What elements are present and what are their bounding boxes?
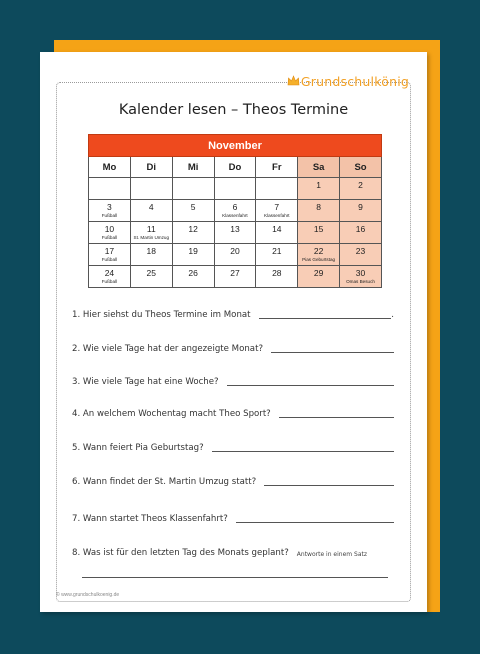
- calendar-day-cell: [89, 244, 131, 266]
- brand-logo: [287, 74, 409, 89]
- question-3: [72, 377, 394, 387]
- calendar-day-cell: [214, 200, 256, 222]
- calendar-day-cell: [130, 178, 172, 200]
- question-text: 1. Hier siehst du Theos Termine im Monat: [72, 310, 251, 320]
- calendar-day-cell: [89, 222, 131, 244]
- calendar-day-cell: [130, 222, 172, 244]
- weekday-header-mo: Mo: [89, 157, 131, 178]
- calendar-month-row: [89, 135, 382, 157]
- calendar-weekday-header: [89, 157, 382, 178]
- day-number: 22: [313, 246, 324, 256]
- weekday-header-sa: Sa: [298, 157, 340, 178]
- calendar-week-row: [89, 244, 382, 266]
- day-number: 19: [188, 246, 198, 256]
- page-title: Kalender lesen – Theos Termine: [118, 102, 349, 118]
- weekday-header-mi: Mi: [172, 157, 214, 178]
- question-1: [72, 310, 394, 320]
- calendar-week-row: [89, 222, 382, 244]
- day-number: 24: [104, 268, 115, 278]
- calendar-month-label: November: [89, 135, 382, 157]
- calendar-week-row: [89, 266, 382, 288]
- day-number: 8: [316, 202, 321, 212]
- day-number: 29: [313, 268, 324, 278]
- answer-line[interactable]: [264, 485, 394, 486]
- question-text: 8. Was ist für den letzten Tag des Monats geplant?: [72, 548, 289, 558]
- calendar-day-cell: [89, 200, 131, 222]
- day-number: 28: [272, 268, 282, 278]
- calendar-day-cell: [214, 178, 256, 200]
- day-event-note: Klassenfahrt: [264, 212, 290, 218]
- day-number: 6: [232, 202, 238, 212]
- worksheet-page: [40, 52, 427, 612]
- day-event-note: Fußball: [101, 256, 118, 262]
- day-number: 16: [355, 224, 366, 234]
- calendar-table: [88, 134, 382, 288]
- calendar-day-cell: [298, 178, 340, 200]
- calendar-body: [89, 178, 382, 288]
- copyright-footer: © www.grundschulkoenig.de: [56, 592, 120, 598]
- weekday-header-so: So: [340, 157, 382, 178]
- calendar-day-cell: [340, 200, 382, 222]
- answer-line[interactable]: [212, 451, 394, 452]
- answer-line[interactable]: [227, 385, 394, 386]
- day-number: 5: [190, 202, 196, 212]
- calendar-day-cell: [298, 222, 340, 244]
- calendar-day-cell: [130, 244, 172, 266]
- day-number: 21: [272, 246, 282, 256]
- answer-line[interactable]: [236, 522, 394, 523]
- day-event-note: Omas Besuch: [346, 278, 375, 284]
- day-number: 11: [146, 224, 156, 234]
- question-2: [72, 344, 394, 354]
- calendar-day-cell: [89, 178, 131, 200]
- question-text: 6. Wann findet der St. Martin Umzug statt?: [72, 477, 257, 487]
- question-7: [72, 514, 394, 524]
- calendar-day-cell: [340, 266, 382, 288]
- question-5: [72, 443, 394, 453]
- day-number: 17: [104, 246, 115, 256]
- day-number: 25: [146, 268, 156, 278]
- crown-icon: [287, 75, 300, 86]
- day-number: 18: [146, 246, 156, 256]
- calendar-day-cell: [298, 266, 340, 288]
- answer-line[interactable]: [259, 318, 392, 319]
- question-4: [72, 409, 394, 419]
- calendar-day-cell: [340, 178, 382, 200]
- answer-line[interactable]: [271, 352, 394, 353]
- day-event-note: St. Martin Umzug: [133, 234, 169, 240]
- calendar-day-cell: [130, 200, 172, 222]
- day-number: 20: [230, 246, 240, 256]
- question-6: [72, 477, 394, 487]
- weekday-header-fr: Fr: [256, 157, 298, 178]
- day-number: 15: [313, 224, 324, 234]
- day-number: 26: [188, 268, 198, 278]
- calendar-day-cell: [298, 200, 340, 222]
- calendar-week-row: [89, 178, 382, 200]
- day-number: 1: [316, 180, 321, 190]
- logo-text: Grundschulkönig: [300, 74, 409, 89]
- calendar-day-cell: [340, 222, 382, 244]
- calendar-day-cell: [256, 244, 298, 266]
- calendar-day-cell: [130, 266, 172, 288]
- day-number: 7: [274, 202, 280, 212]
- question-suffix: .: [391, 310, 394, 320]
- calendar-day-cell: [256, 178, 298, 200]
- calendar-week-row: [89, 200, 382, 222]
- calendar-day-cell: [214, 244, 256, 266]
- calendar-day-cell: [172, 200, 214, 222]
- day-number: 23: [355, 246, 366, 256]
- day-number: 30: [355, 268, 366, 278]
- day-number: 3: [107, 202, 112, 212]
- calendar-day-cell: [172, 178, 214, 200]
- day-number: 13: [230, 224, 240, 234]
- question-text: 4. An welchem Wochentag macht Theo Sport?: [72, 409, 271, 419]
- question-hint: Antworte in einem Satz: [296, 551, 368, 558]
- answer-line[interactable]: [279, 417, 394, 418]
- calendar-day-cell: [256, 222, 298, 244]
- question-8: [72, 548, 394, 558]
- day-number: 2: [358, 180, 363, 190]
- day-number: 4: [148, 202, 154, 212]
- question-text: 2. Wie viele Tage hat der angezeigte Monat?: [72, 344, 263, 354]
- calendar-day-cell: [172, 222, 214, 244]
- weekday-header-di: Di: [130, 157, 172, 178]
- day-event-note: Fußball: [101, 278, 118, 284]
- calendar-day-cell: [172, 266, 214, 288]
- day-number: 14: [272, 224, 282, 234]
- calendar-day-cell: [89, 266, 131, 288]
- day-event-note: Fußball: [101, 212, 118, 218]
- calendar-day-cell: [256, 266, 298, 288]
- question-text: 5. Wann feiert Pia Geburtstag?: [72, 443, 204, 453]
- calendar-day-cell: [214, 222, 256, 244]
- day-event-note: Fußball: [101, 234, 118, 240]
- calendar-day-cell: [340, 244, 382, 266]
- day-number: 10: [104, 224, 115, 234]
- calendar-day-cell: [298, 244, 340, 266]
- weekday-header-do: Do: [214, 157, 256, 178]
- calendar-day-cell: [214, 266, 256, 288]
- question-text: 3. Wie viele Tage hat eine Woche?: [72, 377, 219, 387]
- calendar-day-cell: [256, 200, 298, 222]
- day-event-note: Klassenfahrt: [222, 212, 248, 218]
- day-number: 27: [230, 268, 240, 278]
- calendar-day-cell: [172, 244, 214, 266]
- day-event-note: Pias Geburtstag: [302, 256, 336, 262]
- question-text: 7. Wann startet Theos Klassenfahrt?: [72, 514, 228, 524]
- day-number: 9: [358, 202, 363, 212]
- day-number: 12: [188, 224, 198, 234]
- answer-line[interactable]: [82, 577, 388, 578]
